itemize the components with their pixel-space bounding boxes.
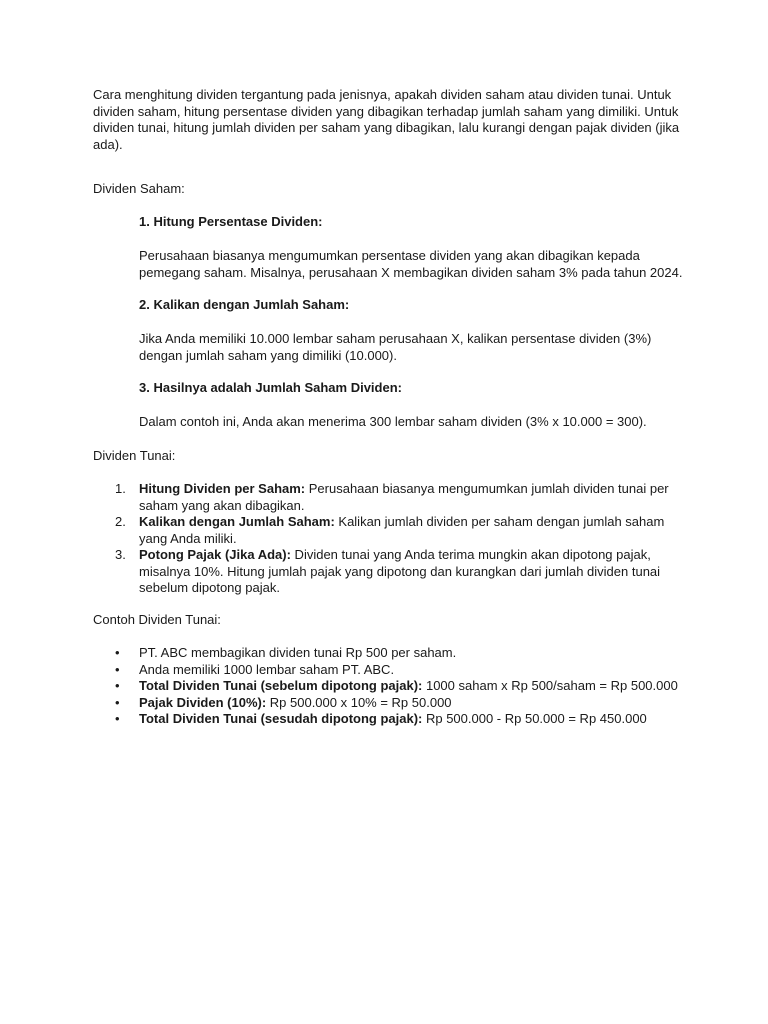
list-item-text: Rp 500.000 x 10% = Rp 50.000 (266, 694, 452, 710)
contoh-dividen-tunai-heading: Contoh Dividen Tunai: (93, 612, 221, 627)
step2-text: Jika Anda memiliki 10.000 lembar saham perusahaan X, kalikan persentase dividen (3%) dengan jumlah saham yang dimiliki (10.000). (139, 331, 652, 363)
list-item-bold: Pajak Dividen (10%): (139, 694, 267, 710)
list-item (93, 547, 683, 597)
list-item-bold: Kalikan dengan Jumlah Saham: (139, 514, 335, 529)
list-item (93, 711, 683, 728)
list-number: 2. (115, 514, 126, 529)
list-item-bold: Hitung Dividen per Saham: (139, 481, 306, 496)
step3-title (139, 380, 684, 397)
list-item-text: Anda memiliki 1000 lembar saham PT. ABC. (139, 661, 395, 677)
step3-title-text: 3. Hasilnya adalah Jumlah Saham Dividen: (139, 380, 402, 395)
list-item-bold: Total Dividen Tunai (sebelum dipotong pajak): (139, 678, 423, 693)
dividen-tunai-steps-list (93, 481, 683, 597)
list-item (93, 514, 683, 547)
list-item-text: PT. ABC membagikan dividen tunai Rp 500 per saham. (139, 645, 457, 660)
intro-paragraph: Cara menghitung dividen tergantung pada jenisnya, apakah dividen saham atau dividen tunai. Untuk dividen saham, hitung persentase dividen yang dibagikan terhadap jumlah saham yang dimiliki. Untuk dividen tunai, hitung jumlah dividen per saham yang dibagikan, lalu kurangi dengan pajak dividen (jika ada). (93, 87, 680, 152)
step2-title (139, 297, 684, 314)
dividen-tunai-heading: Dividen Tunai: (93, 448, 176, 463)
list-item-bold: Potong Pajak (Jika Ada): (139, 547, 291, 562)
list-item (93, 481, 683, 514)
list-item-text: Perusahaan biasanya mengumumkan jumlah dividen tunai per saham yang akan dibagikan. (139, 481, 669, 513)
dividen-saham-heading: Dividen Saham: (93, 181, 185, 196)
contoh-list (93, 645, 683, 728)
list-item (93, 678, 683, 695)
list-item (93, 695, 683, 712)
step3-text: Dalam contoh ini, Anda akan menerima 300 lembar saham dividen (3% x 10.000 = 300). (139, 414, 647, 429)
list-item-bold: Total Dividen Tunai (sesudah dipotong pajak): (139, 711, 423, 726)
list-item-text: Rp 500.000 - Rp 50.000 = Rp 450.000 (422, 711, 647, 726)
list-number: 3. (115, 547, 126, 562)
list-item-text: 1000 saham x Rp 500/saham = Rp 500.000 (422, 678, 678, 693)
list-item-text: Kalikan jumlah dividen per saham dengan jumlah saham yang Anda miliki. (139, 514, 665, 546)
list-item (93, 662, 683, 679)
bullet-marker: • (115, 678, 120, 693)
bullet-marker: • (115, 661, 120, 677)
list-item (93, 645, 683, 662)
list-number: 1. (115, 481, 126, 496)
list-item-text: Dividen tunai yang Anda terima mungkin akan dipotong pajak, misalnya 10%. Hitung jumlah pajak yang dipotong dan kurangkan dari jumlah dividen tunai sebelum dipotong pajak. (139, 547, 661, 595)
step1-text: Perusahaan biasanya mengumumkan persentase dividen yang akan dibagikan kepada pemegang saham. Misalnya, perusahaan X membagikan dividen saham 3% pada tahun 2024. (139, 248, 683, 280)
bullet-marker: • (115, 711, 120, 726)
step1-title-text: 1. Hitung Persentase Dividen: (139, 214, 323, 229)
step2-title-text: 2. Kalikan dengan Jumlah Saham: (139, 297, 350, 312)
step1-title (139, 214, 684, 231)
bullet-marker: • (115, 694, 120, 710)
bullet-marker: • (115, 645, 120, 660)
